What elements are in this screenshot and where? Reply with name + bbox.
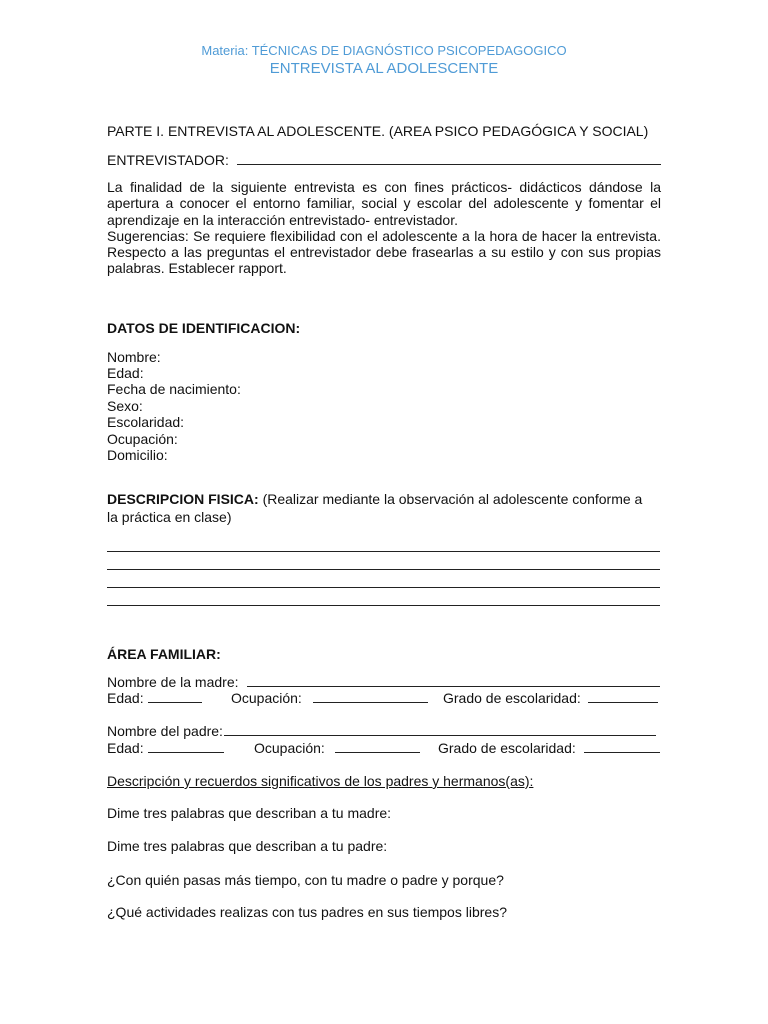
father-occupation-label: Ocupación:: [254, 740, 325, 756]
significant-memories-prompt: Descripción y recuerdos significativos de los padres y hermanos(as):: [107, 773, 534, 789]
question-father-words: Dime tres palabras que describan a tu padre:: [107, 838, 388, 854]
father-name-label: Nombre del padre:: [107, 723, 223, 739]
mother-schooling-label: Grado de escolaridad:: [443, 690, 581, 706]
mother-occupation-label: Ocupación:: [231, 690, 302, 706]
mother-age-label: Edad:: [107, 690, 144, 706]
purpose-line: apertura a conocer el entorno familiar, social y escolar del adolescente y fomentar el: [107, 195, 661, 212]
physical-description-heading: DESCRIPCION FISICA:: [107, 491, 259, 507]
question-free-time-activities: ¿Qué actividades realizas con tus padres en sus tiempos libres?: [107, 904, 507, 920]
field-birthdate: Fecha de nacimiento:: [107, 381, 241, 397]
physical-description-line: [107, 491, 642, 507]
field-schooling: Escolaridad:: [107, 414, 185, 430]
mother-age-blank: [148, 690, 202, 703]
answer-line: [107, 569, 660, 570]
mother-name-label: Nombre de la madre:: [107, 674, 239, 690]
suggestions-line: palabras. Establecer rapport.: [107, 260, 287, 277]
purpose-paragraph: [107, 179, 661, 277]
part-one-heading: PARTE I. ENTREVISTA AL ADOLESCENTE. (AREA PSICO PEDAGÓGICA Y SOCIAL): [107, 123, 649, 139]
family-area-heading: ÁREA FAMILIAR:: [107, 646, 221, 662]
purpose-line: aprendizaje en la interacción entrevistado- entrevistador.: [107, 211, 458, 228]
answer-line: [107, 605, 660, 606]
identification-heading: DATOS DE IDENTIFICACION:: [107, 320, 301, 336]
answer-line: [107, 587, 660, 588]
field-address: Domicilio:: [107, 446, 168, 463]
interviewer-line: [107, 152, 661, 168]
field-sex: Sexo:: [107, 397, 143, 414]
father-schooling-label: Grado de escolaridad:: [438, 740, 576, 756]
interviewer-blank: [237, 152, 661, 165]
suggestions-line: Sugerencias: Se requiere flexibilidad con el adolescente a la hora de hacer la entrevista.: [107, 227, 661, 244]
field-name: Nombre:: [107, 349, 161, 365]
father-occupation-blank: [335, 740, 420, 753]
father-age-label: Edad:: [107, 740, 144, 756]
mother-name-blank: [247, 674, 660, 687]
father-name-blank: [224, 723, 656, 736]
answer-line: [107, 551, 660, 552]
father-age-blank: [148, 740, 224, 753]
field-age: Edad:: [107, 365, 144, 381]
question-mother-words: Dime tres palabras que describan a tu madre:: [107, 805, 392, 821]
subject-header: Materia: TÉCNICAS DE DIAGNÓSTICO PSICOPEDAGOGICO: [201, 43, 567, 58]
purpose-line: La finalidad de la siguiente entrevista es con fines prácticos- didácticos dándose la: [107, 179, 661, 195]
document-title: ENTREVISTA AL ADOLESCENTE: [269, 60, 499, 77]
father-schooling-blank: [584, 740, 660, 753]
interviewer-label: ENTREVISTADOR:: [107, 152, 229, 168]
mother-schooling-blank: [588, 690, 658, 703]
physical-description-instruction: (Realizar mediante la observación al adolescente conforme a: [258, 491, 643, 507]
question-time-with-parent: ¿Con quién pasas más tiempo, con tu madre o padre y porque?: [107, 872, 504, 888]
mother-occupation-blank: [313, 690, 428, 703]
suggestions-line: Respecto a las preguntas el entrevistador debe frasearlas a su estilo y con sus propias: [107, 244, 661, 261]
field-occupation: Ocupación:: [107, 430, 178, 447]
physical-description-instruction-cont: la práctica en clase): [107, 509, 232, 525]
